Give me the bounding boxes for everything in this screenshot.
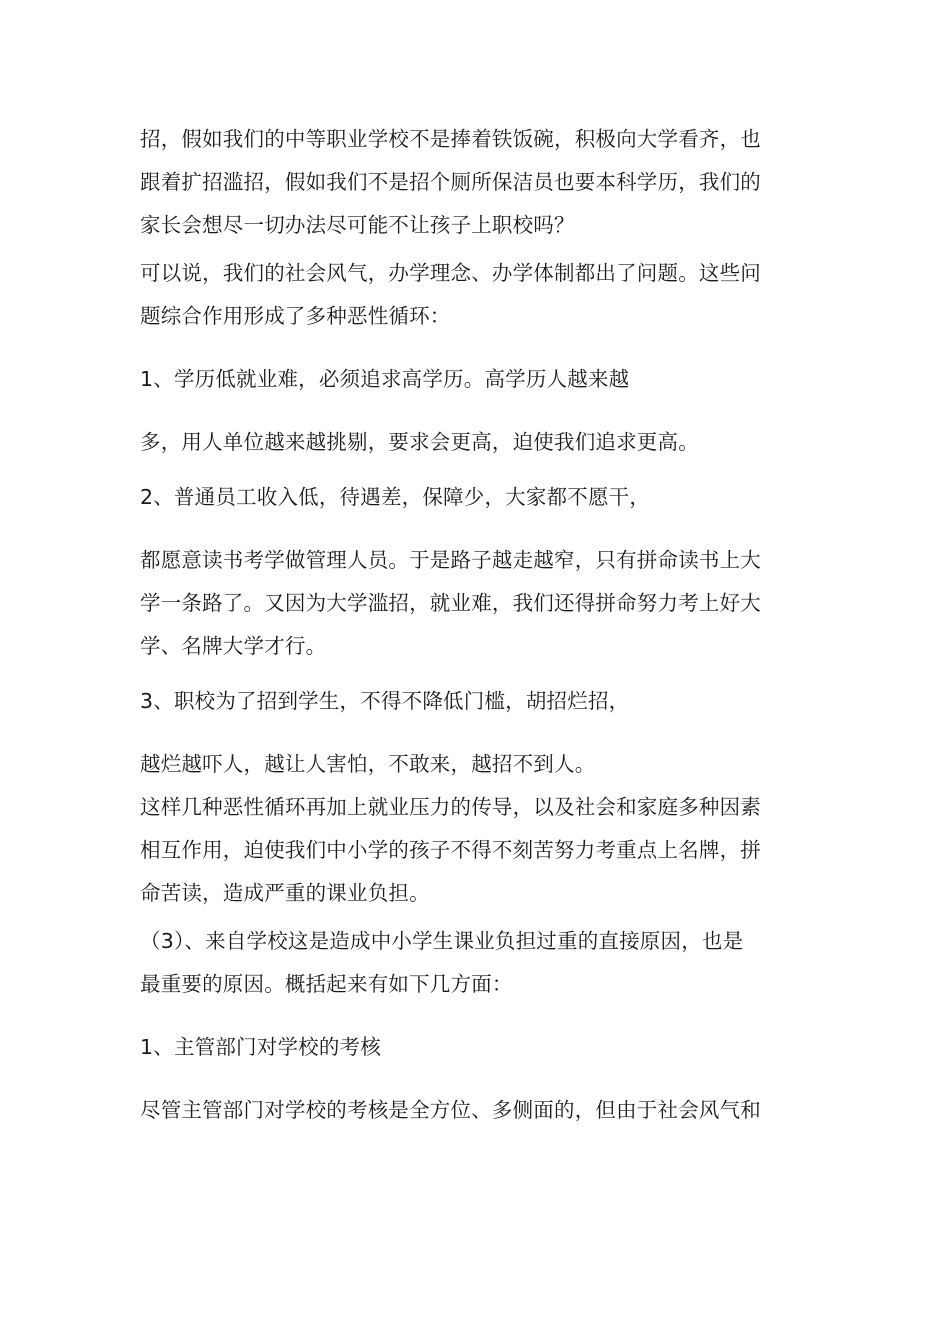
text-line: 跟着扩招滥招，假如我们不是招个厕所保洁员也要本科学历，我们的	[140, 170, 761, 194]
text-line: 相互作用，迫使我们中小学的孩子不得不刻苦努力考重点上名牌，拼	[140, 838, 761, 862]
subsection-heading: 1、主管部门对学校的考核	[140, 1035, 381, 1059]
text-line: 可以说，我们的社会风气，办学理念、办学体制都出了问题。这些问	[140, 261, 761, 285]
text-line: 越烂越吓人，越让人害怕，不敢来，越招不到人。	[140, 752, 596, 776]
text-line: 学、名牌大学才行。	[140, 634, 327, 658]
text-line: 最重要的原因。概括起来有如下几方面：	[140, 972, 513, 996]
list-item-2: 2、普通员工收入低，待遇差，保障少，大家都不愿干，	[140, 485, 651, 509]
text-line: 学一条路了。又因为大学滥招，就业难，我们还得拼命努力考上好大	[140, 591, 761, 615]
text-line: 尽管主管部门对学校的考核是全方位、多侧面的，但由于社会风气和	[140, 1098, 761, 1122]
text-line: 这样几种恶性循环再加上就业压力的传导，以及社会和家庭多种因素	[140, 795, 761, 819]
text-line: 都愿意读书考学做管理人员。于是路子越走越窄，只有拼命读书上大	[140, 548, 761, 572]
section-heading: （3）、来自学校这是造成中小学生课业负担过重的直接原因，也是	[140, 929, 744, 953]
list-item-1: 1、学历低就业难，必须追求高学历。高学历人越来越	[140, 367, 630, 391]
text-line: 招，假如我们的中等职业学校不是捧着铁饭碗，积极向大学看齐，也	[140, 127, 761, 151]
text-line: 命苦读，造成严重的课业负担。	[140, 881, 430, 905]
text-line: 家长会想尽一切办法尽可能不让孩子上职校吗？	[140, 213, 575, 237]
text-line: 多，用人单位越来越挑剔，要求会更高，迫使我们追求更高。	[140, 430, 699, 454]
text-line: 题综合作用形成了多种恶性循环：	[140, 304, 451, 328]
list-item-3: 3、职校为了招到学生，不得不降低门槛，胡招烂招，	[140, 689, 630, 713]
document-body	[140, 118, 830, 1132]
